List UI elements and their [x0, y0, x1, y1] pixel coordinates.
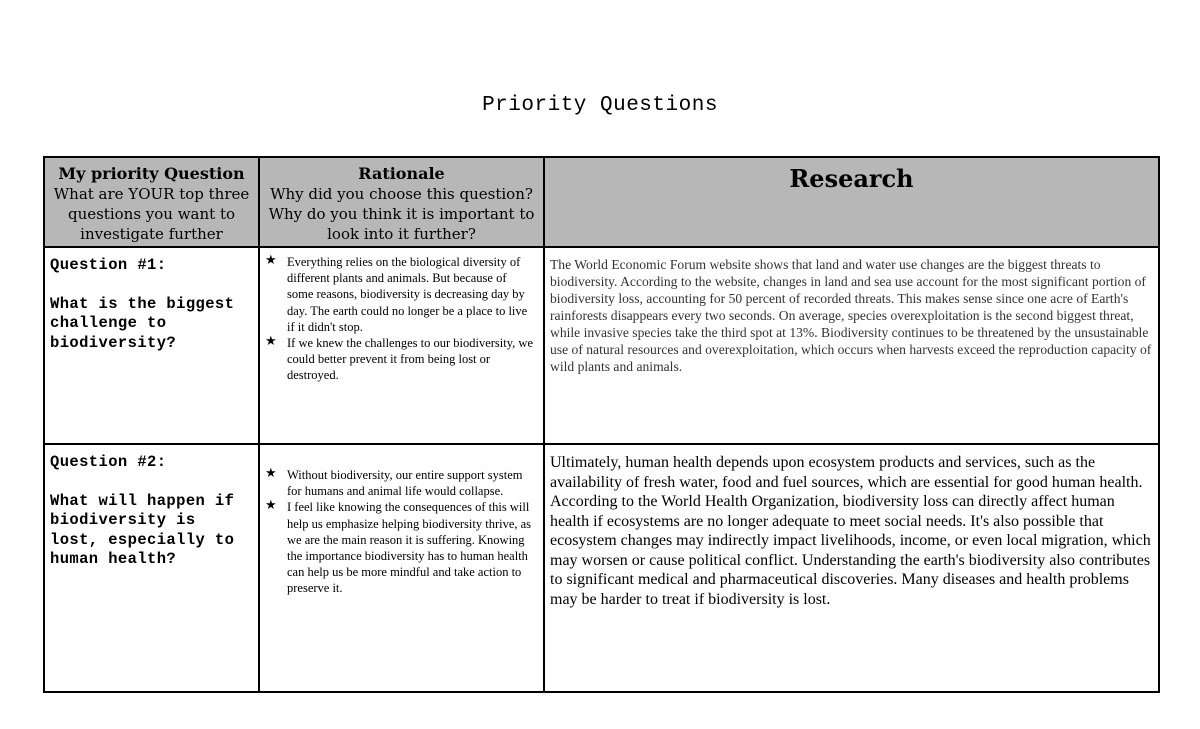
page-title: Priority Questions — [482, 94, 718, 117]
list-item — [265, 498, 535, 596]
header-priority-question-title: My priority Question — [58, 164, 245, 183]
list-item — [265, 253, 535, 335]
table-row — [44, 444, 1159, 692]
research-cell: The World Economic Forum website shows that land and water use changes are the biggest threats to biodiversity. According to the website, changes in land and sea use account for the most significant portion of biodiversity loss, accounting for 50 percent of recorded threats. This makes sense since one acre of Earth's rainforests disappears every two seconds. On average, species overexploitation is the second biggest threat, while invasive species take the third spot at 13%. Biodiversity continues to be threatened by the unsustainable use of natural resources and overexploitation, which occurs when harvests exceed the reproduction capacity of wild plants and animals. — [544, 247, 1159, 444]
list-item — [265, 466, 535, 499]
header-row — [44, 157, 1159, 247]
header-rationale-title: Rationale — [358, 164, 445, 183]
rationale-list — [260, 248, 543, 384]
question-cell — [44, 444, 259, 692]
header-rationale — [259, 157, 544, 247]
star-icon: ★ — [265, 466, 277, 481]
question-text: What will happen if biodiversity is lost, especially to human health? — [50, 491, 235, 568]
star-icon: ★ — [265, 334, 277, 350]
rationale-text: Without biodiversity, our entire support system for humans and animal life would collapse. — [287, 468, 523, 499]
priority-questions-table — [43, 156, 1160, 693]
header-research-title: Research — [789, 164, 914, 193]
star-icon: ★ — [265, 498, 277, 514]
rationale-cell — [259, 444, 544, 692]
header-priority-question — [44, 157, 259, 247]
rationale-cell — [259, 247, 544, 444]
question-label: Question #2: — [50, 453, 167, 471]
rationale-list — [260, 445, 543, 597]
list-item — [265, 334, 535, 384]
question-cell — [44, 247, 259, 444]
star-icon: ★ — [265, 253, 277, 268]
research-cell: Ultimately, human health depends upon ecosystem products and services, such as the availability of fresh water, food and fuel sources, which are essential for good human health. According to the World Health Organization, biodiversity loss can directly affect human health if ecosystems are no longer adequate to meet social needs. It's also possible that ecosystem changes may indirectly impact livelihoods, income, or even local migration, which may worsen or cause political conflict. Understanding the earth's biodiversity also contributes to significant medical and pharmaceutical discoveries. Many diseases and health problems may be harder to treat if biodiversity is lost. — [544, 444, 1159, 692]
rationale-text: Everything relies on the biological diversity of different plants and animals. But because of some reasons, biodiversity is decreasing day by day. The earth could no longer be a place to live if it didn't stop. — [287, 255, 528, 334]
question-text: What is the biggest challenge to biodiversity? — [50, 294, 235, 352]
question-label: Question #1: — [50, 256, 167, 274]
table-row — [44, 247, 1159, 444]
header-rationale-subtitle: Why did you choose this question? Why do you think it is important to look into it further? — [268, 185, 535, 243]
header-priority-question-subtitle: What are YOUR top three questions you want to investigate further — [53, 185, 250, 243]
header-research — [544, 157, 1159, 247]
rationale-text: I feel like knowing the consequences of this will help us emphasize helping biodiversity thrive, as we are the main reason it is suffering. Knowing the importance biodiversity has to human health can help us be more mindful and take action to preserve it. — [287, 500, 532, 596]
rationale-text: If we knew the challenges to our biodiversity, we could better prevent it from being lost or destroyed. — [287, 336, 533, 383]
